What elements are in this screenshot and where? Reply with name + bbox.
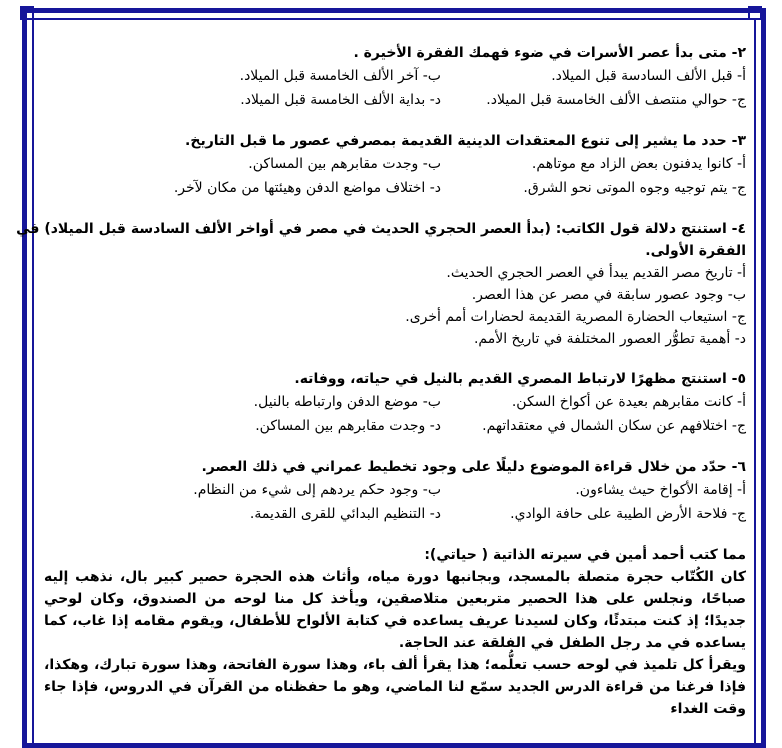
option-a: أ- كانوا يدفنون بعض الزاد مع موتاهم.	[531, 156, 746, 172]
option-b: ب- وجود عصور سابقة في مصر عن هذا العصر.	[471, 287, 746, 303]
question-3	[44, 130, 746, 200]
question-2	[44, 42, 746, 112]
option-b: ب- وجود حكم يردهم إلى شيء من النظام.	[193, 482, 441, 498]
option-c: ج- حوالي منتصف الألف الخامسة قبل الميلاد.	[486, 92, 746, 108]
passage-paragraph-2: ويقرأ كل تلميذ في لوحه حسب تعلُّمه؛ هذا يقرأ ألف باء، وهذا سورة الفاتحة، وهذا سورة تبارك، وهكذا، فإذا فرغنا من قراءة الدرس الجديد سمّع لنا الماضي، وهو ما حفظناه من القرآن في الدروس، فإذا جاء وقت الغداء	[44, 657, 746, 717]
question-text: ٣- حدد ما يشير إلى تنوع المعتقدات الدينية القديمة بمصرفي عصور ما قبل التاريخ.	[185, 133, 746, 149]
option-d: د- بداية الألف الخامسة قبل الميلاد.	[240, 92, 441, 108]
worksheet-content	[16, 42, 746, 720]
option-b: ب- وجدت مقابرهم بين المساكن.	[248, 156, 441, 172]
option-d: د- التنظيم البدائي للقرى القديمة.	[249, 506, 441, 522]
option-b: ب- موضع الدفن وارتباطه بالنيل.	[253, 394, 441, 410]
question-text: ٥- استنتج مظهرًا لارتباط المصري القديم بالنيل في حياته، ووفاته.	[294, 371, 746, 387]
option-d: د- اختلاف مواضع الدفن وهيئتها من مكان لآخر.	[173, 180, 441, 196]
option-a: أ- كانت مقابرهم بعيدة عن أكواخ السكن.	[511, 394, 746, 410]
passage-paragraph-1: كان الكُتّاب حجرة متصلة بالمسجد، وبجانبها دورة مياه، وأثاث هذه الحجرة حصير كبير بال، نذهب إليه صباحًا، ونجلس على هذا الحصير متربعين متلاصقين، ويأخذ كل منا لوحه من الصندوق، وكان لوحي جديدًا؛ إذ كنت مبتدئًا، وكان لسيدنا عريف يساعده في كتابة الألواح للأطفال، ويقوم مقامه إذا غاب، كما يساعده في مد رجل الطفل في الفلقة عند الحاجة.	[44, 569, 746, 651]
option-a: أ- إقامة الأكواخ حيث يشاءون.	[575, 482, 746, 498]
passage-heading: مما كتب أحمد أمين في سيرته الذاتية ( حياتي):	[424, 547, 746, 563]
question-6	[44, 456, 746, 526]
option-c: ج- اختلافهم عن سكان الشمال في معتقداتهم.	[482, 418, 746, 434]
option-b: ب- آخر الألف الخامسة قبل الميلاد.	[239, 68, 441, 84]
question-4	[16, 218, 746, 350]
frame-corner-ornament	[748, 6, 762, 20]
option-d: د- وجدت مقابرهم بين المساكن.	[255, 418, 441, 434]
question-text: ٦- حدّد من خلال قراءة الموضوع دليلًا على وجود تخطيط عمراني في ذلك العصر.	[201, 459, 746, 475]
reading-passage	[44, 544, 746, 720]
frame-corner-ornament	[20, 6, 34, 20]
question-text-continued: الفقرة الأولى.	[645, 243, 746, 259]
option-a: أ- قبل الألف السادسة قبل الميلاد.	[551, 68, 746, 84]
option-c: ج- فلاحة الأرض الطيبة على حافة الوادي.	[510, 506, 746, 522]
question-text: ٢- متى بدأ عصر الأسرات في ضوء فهمك الفقرة الأخيرة .	[353, 45, 746, 61]
option-c: ج- استيعاب الحضارة المصرية القديمة لحضارات أمم أخرى.	[405, 309, 746, 325]
question-text: ٤- استنتج دلالة قول الكاتب: (بدأ العصر الحجري الحديث في مصر في أواخر الألف السادسة قبل الميلاد) في	[16, 221, 746, 237]
question-5	[44, 368, 746, 438]
option-d: د- أهمية تطوُّر العصور المختلفة في تاريخ الأمم.	[473, 331, 746, 347]
option-c: ج- يتم توجيه وجوه الموتى نحو الشرق.	[523, 180, 746, 196]
option-a: أ- تاريخ مصر القديم يبدأ في العصر الحجري الحديث.	[446, 265, 746, 281]
